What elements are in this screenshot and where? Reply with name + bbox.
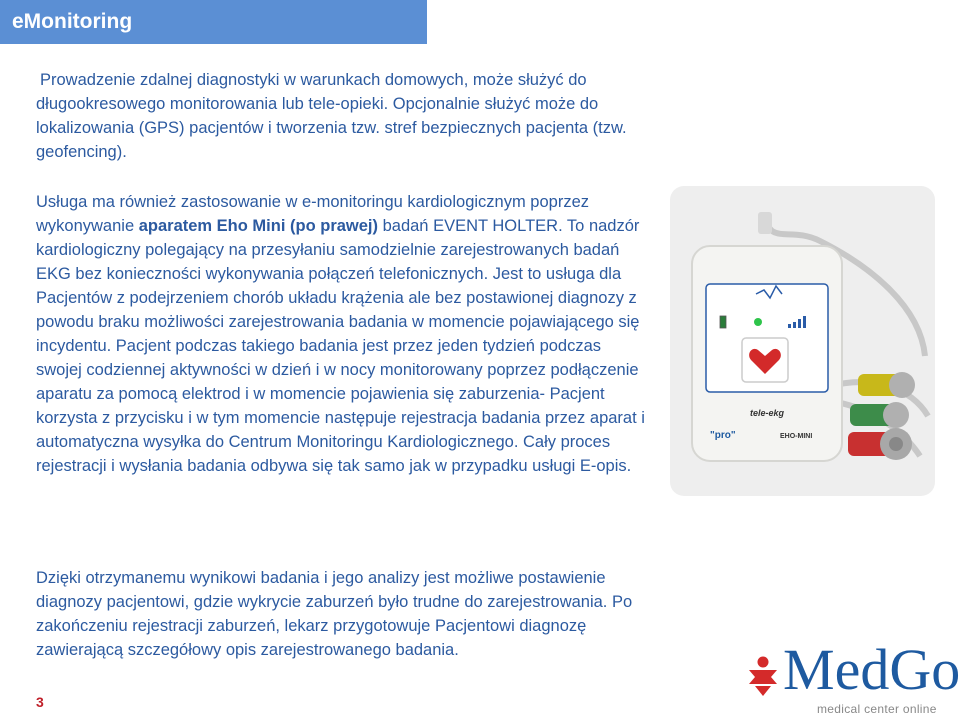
page-number: 3: [36, 694, 44, 710]
device-pro-label: "pro": [710, 430, 736, 441]
page-title: eMonitoring: [12, 10, 133, 33]
heart-button-icon: [742, 338, 788, 382]
medgo-logo: [745, 637, 960, 716]
medgo-cross-icon: [745, 656, 781, 698]
paragraph-holter-end: badań EVENT HOLTER. To nadzór kardiologiczny polegający na przesyłaniu samodzielnie zarejestrowanych badań EKG bez konieczności wykonywania połączeń telefonicznych. Jest to usługa dla Pacjentów z podejrzeniem chorób układu krążenia ale bez postawionej diagnozy z powodu braku możliwości zarejestrowania badania w momencie pojawiającego się incydentu. Pacjent podczas takiego badania jest przez jeden tydzień podczas swojej codziennej aktywności w dzień i w nocy monitorowany poprzez podłączenie aparatu za pomocą elektrod i w momencie pojawienia się zaburzenia- Pacjent korzysta z przycisku i w tym momencie następuje rejestracja badania przez aparat i automatyczna wysyłka do Centrum Monitoringu Kardiologicznego. Cały proces rejestracji i wysłania badania odbywa się tak samo jak w przypadku usługi E-opis.: [36, 217, 645, 475]
device-brand-label: tele-ekg: [750, 408, 785, 418]
device-model-label: EHO-MINI: [780, 433, 813, 440]
electrode-red-icon: [848, 428, 912, 460]
paragraph-holter: [36, 190, 646, 478]
paragraph-intro: Prowadzenie zdalnej diagnostyki w warunkach domowych, może służyć do długookresowego monitorowania lub tele-opieki. Opcjonalnie służyć może do lokalizowania (GPS) pacjentów i tworzenia tzw. stref bezpiecznych pacjenta (tzw. geofencing).: [36, 71, 627, 161]
eho-mini-device-image: [670, 186, 935, 496]
paragraph-holter-bold: aparatem Eho Mini (po prawej): [138, 217, 379, 235]
paragraph-holter-start: Usługa ma również zastosowanie w e-monitoringu kardiologicznym poprzez wykonywanie: [36, 193, 589, 235]
title-bar: [0, 0, 427, 44]
electrode-green-icon: [850, 402, 909, 428]
paragraph-diagnosis: Dzięki otrzymanemu wynikowi badania i jego analizy jest możliwe postawienie diagnozy pacjentowi, gdzie wykrycie zaburzeń było trudne do zarejestrowania. Po zakończeniu rejestracji zaburzeń, lekarz przygotowuje Pacjentowi diagnozę zawierającą szczegółowy opis zarejestrowanego badania.: [36, 569, 633, 659]
logo-subtitle: medical center online: [817, 702, 937, 716]
logo-text: MedGo: [783, 637, 960, 702]
electrode-yellow-icon: [858, 372, 915, 398]
